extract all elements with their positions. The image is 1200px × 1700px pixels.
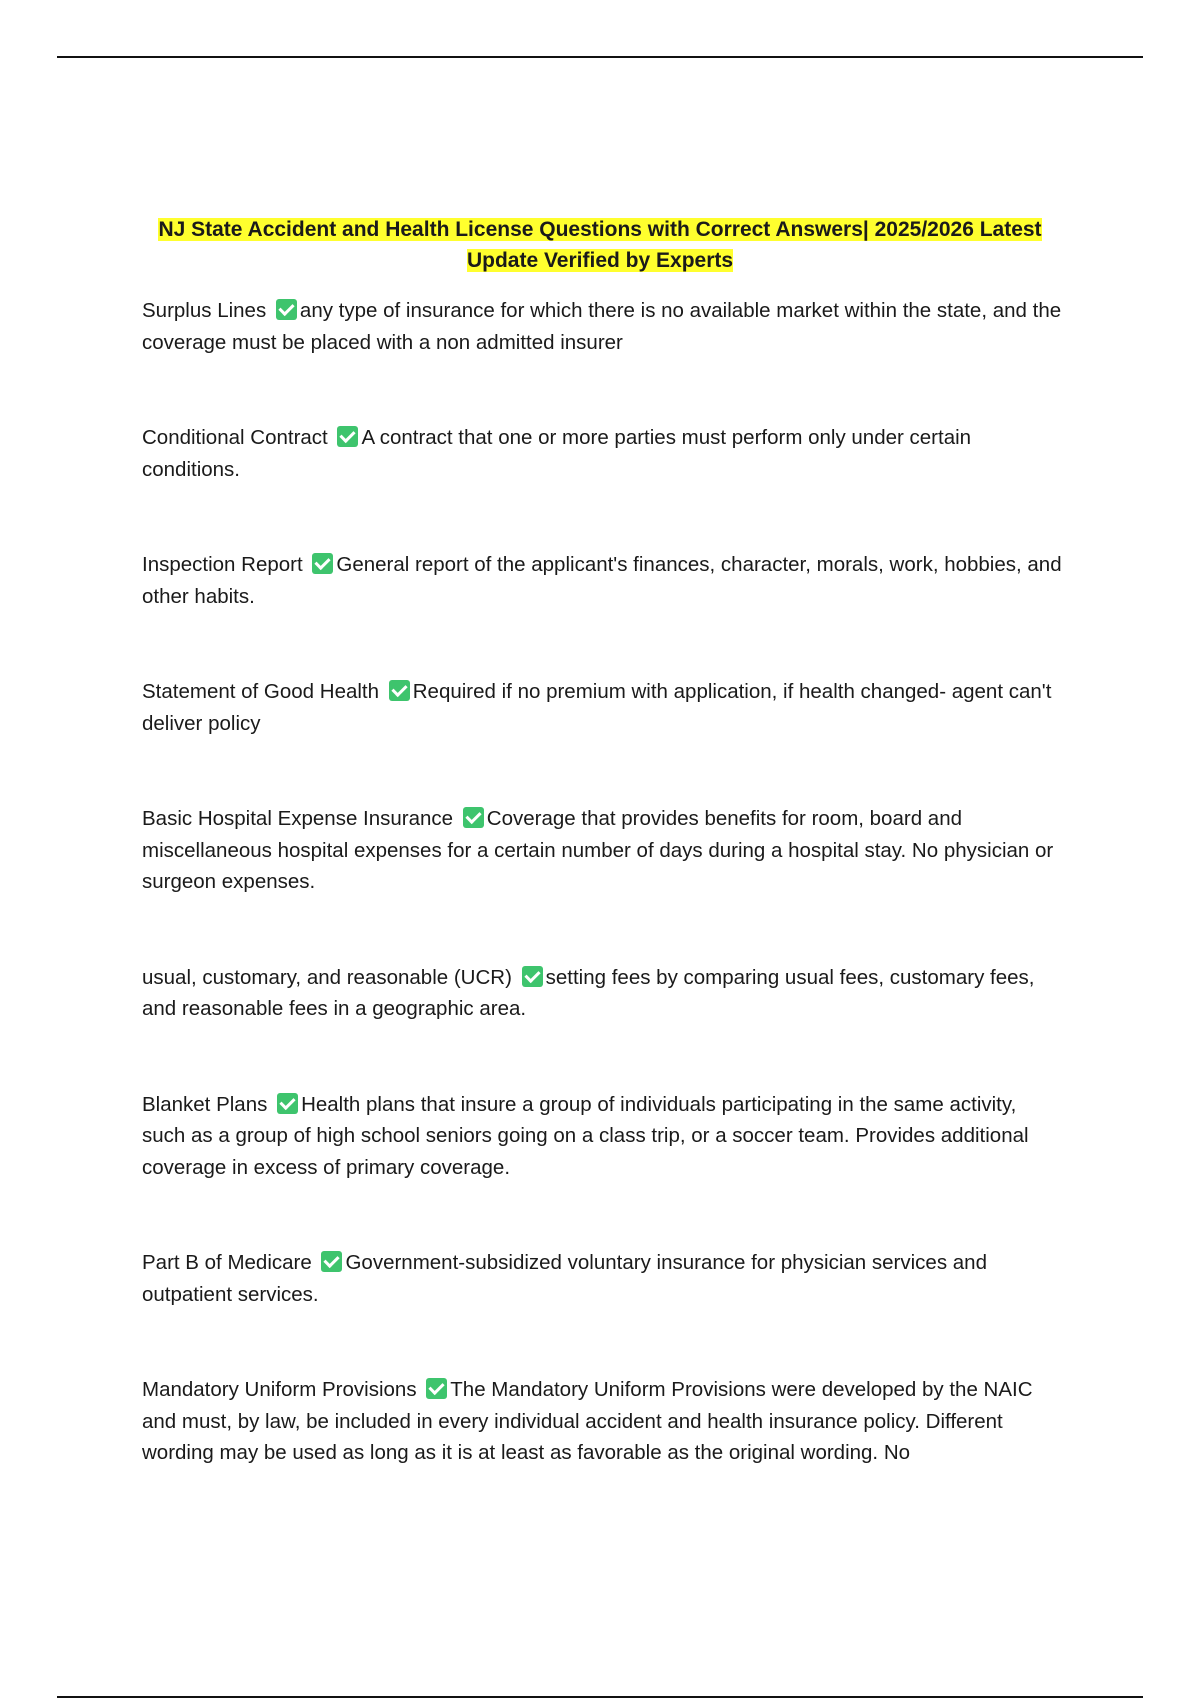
qa-list — [142, 295, 1062, 1533]
entry-definition: Health plans that insure a group of individuals participating in the same activity, such as a group of high school seniors going on a class trip, or a soccer team. Provides additional coverage in excess of primary coverage. — [142, 1092, 1029, 1179]
document-title-text: NJ State Accident and Health License Questions with Correct Answers| 2025/2026 Latest Update Verified by Experts — [158, 218, 1042, 272]
check-icon — [522, 966, 543, 987]
qa-entry — [142, 549, 1062, 612]
entry-term: Conditional Contract — [142, 426, 328, 449]
entry-term: Blanket Plans — [142, 1092, 268, 1116]
entry-definition: A contract that one or more parties must perform only under certain conditions. — [142, 426, 972, 481]
entry-definition: Coverage that provides benefits for room, board and miscellaneous hospital expenses for a certain number of days during a hospital stay. No physician or surgeon expenses. — [142, 807, 1054, 893]
entry-term: Inspection Report — [142, 553, 303, 576]
qa-entry — [142, 1089, 1062, 1184]
entry-definition: any type of insurance for which there is no available market within the state, and the coverage must be placed with a non admitted insurer — [142, 299, 1062, 354]
document-title — [150, 214, 1050, 276]
qa-entry — [142, 1247, 1062, 1310]
entry-term: Part B of Medicare — [142, 1251, 312, 1274]
entry-definition: Required if no premium with application, if health changed- agent can't deliver policy — [142, 680, 1052, 735]
qa-entry — [142, 962, 1062, 1025]
check-icon — [389, 680, 410, 701]
top-rule — [57, 56, 1143, 58]
entry-definition: setting fees by comparing usual fees, customary fees, and reasonable fees in a geographic area. — [142, 965, 1035, 1020]
check-icon — [463, 807, 484, 828]
qa-entry — [142, 295, 1062, 358]
check-icon — [337, 426, 358, 447]
entry-term: Surplus Lines — [142, 299, 267, 322]
check-icon — [321, 1251, 342, 1272]
entry-definition: The Mandatory Uniform Provisions were developed by the NAIC and must, by law, be included in every individual accident and health insurance policy. Different wording may be used as long as it is at least as favorable as the original wording. No — [142, 1378, 1033, 1464]
qa-entry — [142, 422, 1062, 485]
check-icon — [276, 299, 297, 320]
qa-entry — [142, 1374, 1062, 1469]
entry-term: Statement of Good Health — [142, 680, 380, 703]
bottom-rule — [57, 1696, 1143, 1698]
qa-entry — [142, 676, 1062, 739]
entry-term: Mandatory Uniform Provisions — [142, 1378, 417, 1401]
entry-definition: General report of the applicant's finances, character, morals, work, hobbies, and other habits. — [142, 553, 1062, 608]
check-icon — [426, 1378, 447, 1399]
entry-term: Basic Hospital Expense Insurance — [142, 807, 454, 830]
entry-term: usual, customary, and reasonable (UCR) — [142, 965, 512, 989]
qa-entry — [142, 803, 1062, 898]
entry-definition: Government-subsidized voluntary insurance for physician services and outpatient services. — [142, 1251, 987, 1306]
check-icon — [312, 553, 333, 574]
check-icon — [277, 1093, 298, 1114]
